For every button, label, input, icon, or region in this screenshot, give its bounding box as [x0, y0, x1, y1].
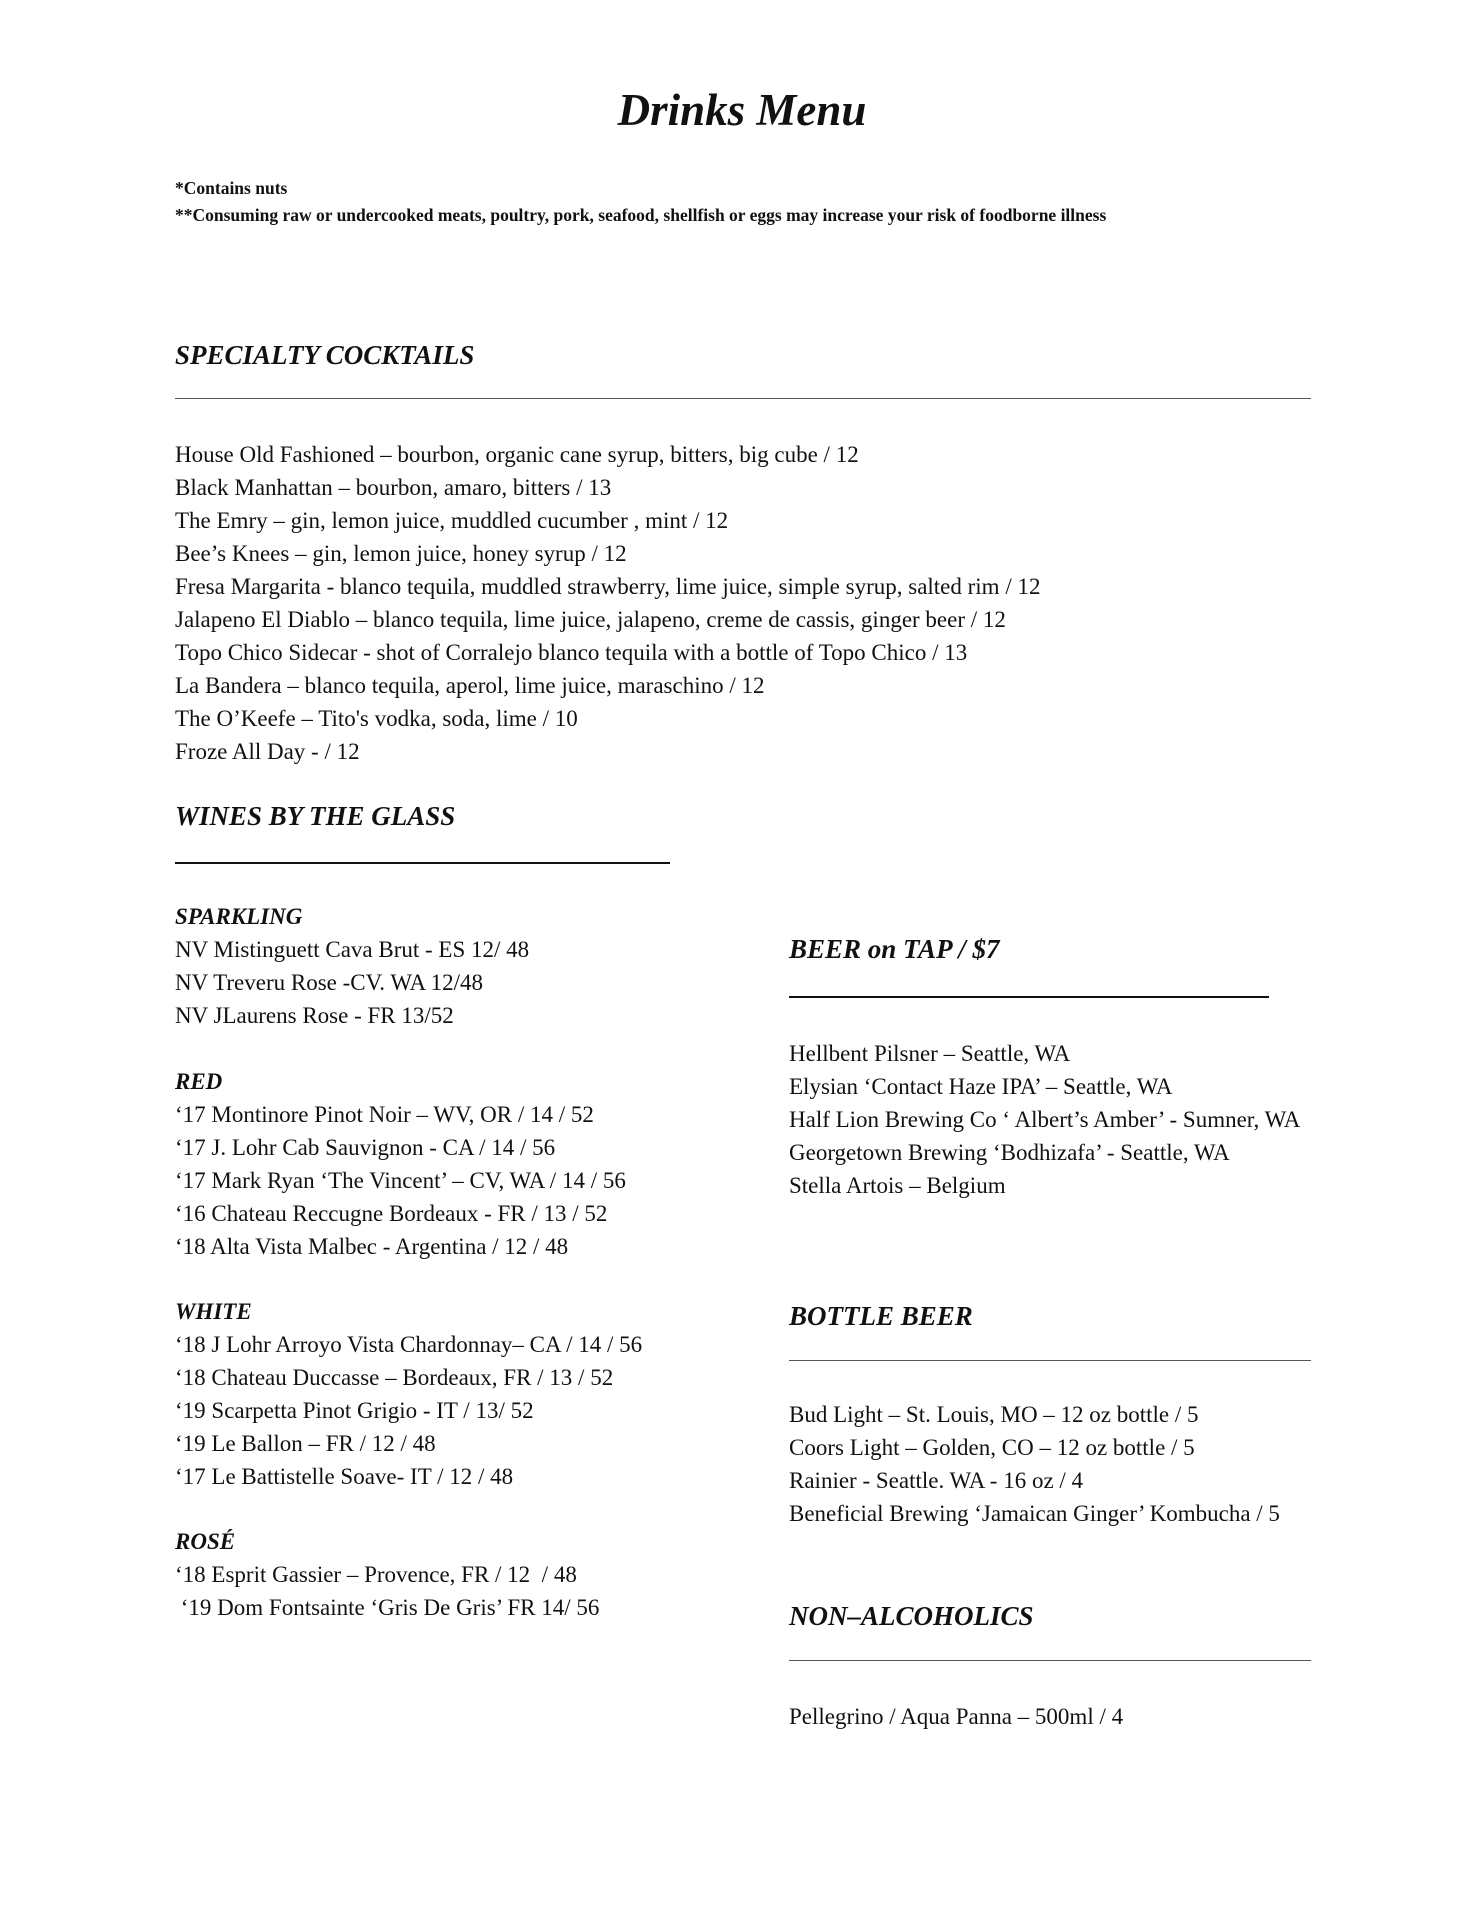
allergy-notes: [175, 175, 1106, 229]
list-item: ‘17 Le Battistelle Soave- IT / 12 / 48: [175, 1464, 514, 1489]
white-list: [175, 1328, 642, 1493]
nuts-note: *Contains nuts: [175, 178, 288, 198]
list-item: ‘17 Montinore Pinot Noir – WV, OR / 14 / 52: [175, 1102, 594, 1127]
beer-tap-divider: [789, 996, 1269, 998]
list-item: The Emry – gin, lemon juice, muddled cucumber , mint / 12: [175, 508, 729, 533]
red-list: [175, 1098, 626, 1263]
list-item: Elysian ‘Contact Haze IPA’ – Seattle, WA: [789, 1074, 1173, 1099]
list-item: Topo Chico Sidecar - shot of Corralejo blanco tequila with a bottle of Topo Chico / 13: [175, 640, 968, 665]
list-item: ‘19 Dom Fontsainte ‘Gris De Gris’ FR 14/ 56: [175, 1595, 600, 1620]
list-item: ‘18 Alta Vista Malbec - Argentina / 12 / 48: [175, 1234, 569, 1259]
non-alcoholic-list: [789, 1700, 1123, 1733]
red-heading: RED: [175, 1069, 223, 1094]
list-item: Bee’s Knees – gin, lemon juice, honey syrup / 12: [175, 541, 627, 566]
list-item: ‘18 Chateau Duccasse – Bordeaux, FR / 13 / 52: [175, 1365, 614, 1390]
sparkling-list: [175, 933, 529, 1032]
list-item: ‘19 Le Ballon – FR / 12 / 48: [175, 1431, 436, 1456]
cocktails-list: [175, 438, 1040, 768]
list-item: Froze All Day - / 12: [175, 739, 360, 764]
bottle-beer-heading: BOTTLE BEER: [789, 1301, 973, 1331]
cocktails-heading: SPECIALTY COCKTAILS: [175, 340, 475, 370]
list-item: Stella Artois – Belgium: [789, 1173, 1006, 1198]
wines-heading: WINES BY THE GLASS: [175, 801, 456, 831]
foodborne-illness-note: **Consuming raw or undercooked meats, poultry, pork, seafood, shellfish or eggs may increase your risk of foodborne illness: [175, 205, 1107, 225]
list-item: NV Mistinguett Cava Brut - ES 12/ 48: [175, 937, 530, 962]
list-item: ‘18 J Lohr Arroyo Vista Chardonnay– CA / 14 / 56: [175, 1332, 643, 1357]
list-item: ‘17 J. Lohr Cab Sauvignon - CA / 14 / 56: [175, 1135, 556, 1160]
bottle-beer-divider: [789, 1360, 1311, 1361]
list-item: ‘17 Mark Ryan ‘The Vincent’ – CV, WA / 14 / 56: [175, 1168, 626, 1193]
page-title: Drinks Menu: [617, 85, 867, 135]
non-alcoholic-heading: NON–ALCOHOLICS: [789, 1601, 1034, 1631]
list-item: La Bandera – blanco tequila, aperol, lime juice, maraschino / 12: [175, 673, 765, 698]
list-item: Pellegrino / Aqua Panna – 500ml / 4: [789, 1704, 1124, 1729]
list-item: House Old Fashioned – bourbon, organic cane syrup, bitters, big cube / 12: [175, 442, 859, 467]
non-alcoholic-divider: [789, 1660, 1311, 1661]
wines-divider: [175, 862, 670, 864]
list-item: Beneficial Brewing ‘Jamaican Ginger’ Kombucha / 5: [789, 1501, 1280, 1526]
white-section: [175, 1295, 642, 1493]
list-item: NV JLaurens Rose - FR 13/52: [175, 1003, 454, 1028]
list-item: Fresa Margarita - blanco tequila, muddled strawberry, lime juice, simple syrup, salted rim / 12: [175, 574, 1041, 599]
rose-heading: ROSÉ: [175, 1529, 236, 1554]
list-item: Rainier - Seattle. WA - 16 oz / 4: [789, 1468, 1084, 1493]
list-item: Georgetown Brewing ‘Bodhizafa’ - Seattle, WA: [789, 1140, 1230, 1165]
beer-tap-heading: BEER on TAP / $7: [789, 934, 1000, 964]
sparkling-section: [175, 900, 529, 1032]
rose-list: [175, 1558, 599, 1624]
rose-section: [175, 1525, 599, 1624]
list-item: Coors Light – Golden, CO – 12 oz bottle / 5: [789, 1435, 1195, 1460]
list-item: NV Treveru Rose -CV. WA 12/48: [175, 970, 483, 995]
list-item: Jalapeno El Diablo – blanco tequila, lime juice, jalapeno, creme de cassis, ginger beer / 12: [175, 607, 1006, 632]
sparkling-heading: SPARKLING: [175, 904, 303, 929]
list-item: ‘19 Scarpetta Pinot Grigio - IT / 13/ 52: [175, 1398, 534, 1423]
list-item: The O’Keefe – Tito's vodka, soda, lime / 10: [175, 706, 578, 731]
list-item: Half Lion Brewing Co ‘ Albert’s Amber’ - Sumner, WA: [789, 1107, 1301, 1132]
list-item: Black Manhattan – bourbon, amaro, bitters / 13: [175, 475, 612, 500]
red-section: [175, 1065, 626, 1263]
beer-tap-list: [789, 1037, 1309, 1202]
list-item: ‘18 Esprit Gassier – Provence, FR / 12 / 48: [175, 1562, 577, 1587]
cocktails-divider: [175, 398, 1311, 399]
white-heading: WHITE: [175, 1299, 252, 1324]
list-item: Hellbent Pilsner – Seattle, WA: [789, 1041, 1071, 1066]
bottle-beer-list: [789, 1398, 1280, 1530]
list-item: Bud Light – St. Louis, MO – 12 oz bottle / 5: [789, 1402, 1199, 1427]
list-item: ‘16 Chateau Reccugne Bordeaux - FR / 13 / 52: [175, 1201, 608, 1226]
